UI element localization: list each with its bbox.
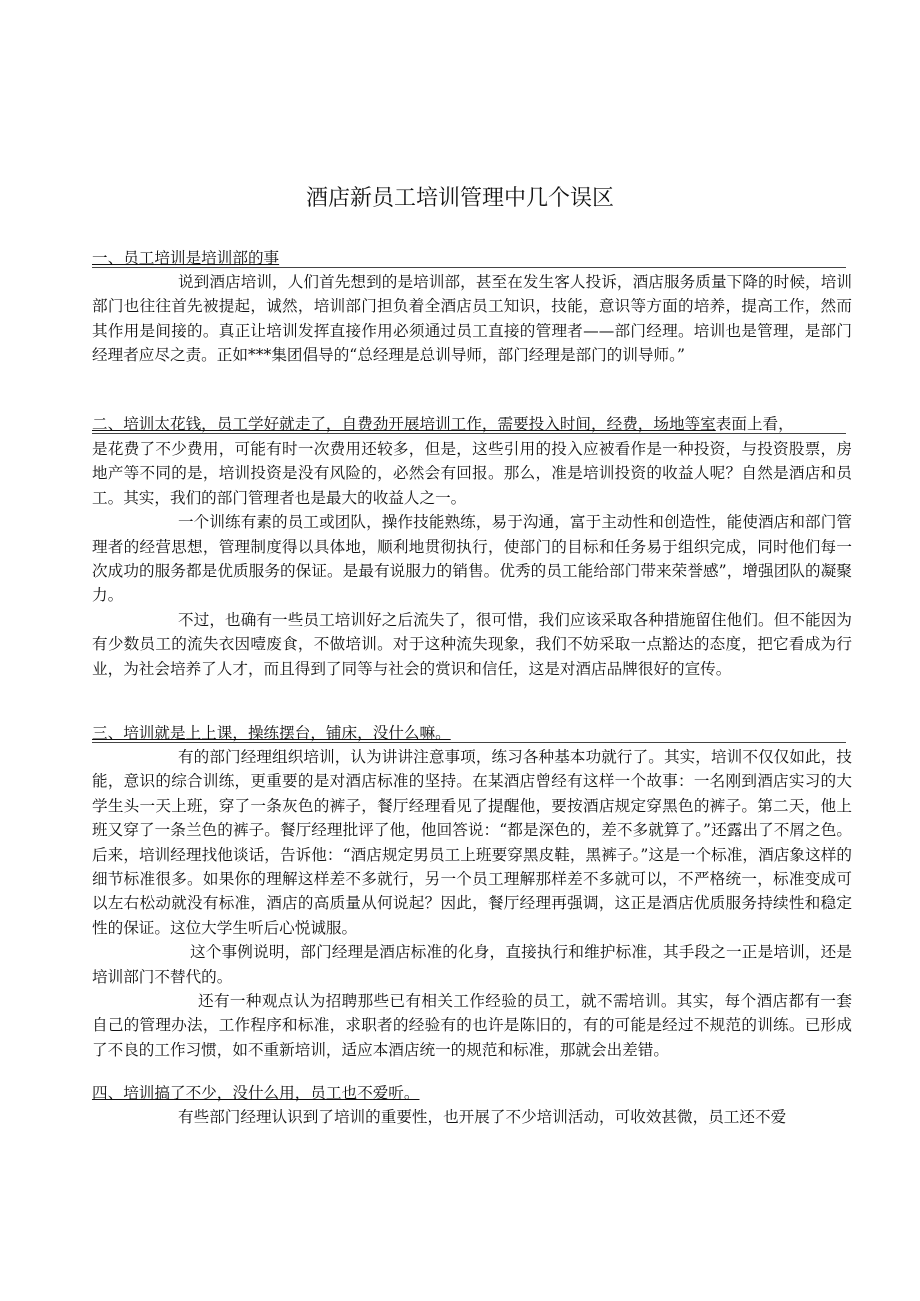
section-rule-3 <box>92 742 846 743</box>
paragraph: 还有一种观点认为招聘那些已有相关工作经验的员工，就不需培训。其实，每个酒店都有一套自己的管理办法，工作程序和标准，求职者的经验有的也许是陈旧的，有的可能是经过不规范的训练。已形成了不良的工作习惯，如不重新培训，适应本酒店统一的规范和标准，那就会出差错。 <box>92 992 852 1059</box>
section-body-3 <box>92 745 852 1062</box>
paragraph: 有些部门经理认识到了培训的重要性，也开展了不少培训活动，可收效甚微，员工还不爱 <box>178 1108 787 1126</box>
section-body-4 <box>92 1105 852 1129</box>
document-title: 酒店新员工培训管理中几个误区 <box>305 186 614 211</box>
section-heading-2-text: 二、培训太花钱，员工学好就走了，自费劲开展培训工作，需要投入时间，经费，场地等室 <box>92 415 716 433</box>
section-heading-2 <box>92 414 852 434</box>
section-body-2 <box>92 437 852 681</box>
section-body-1 <box>92 270 852 368</box>
section-rule-2 <box>92 433 846 434</box>
paragraph: 一个训练有素的员工或团队，操作技能熟练，易于沟通，富于主动性和创造性，能使酒店和部门管理者的经营思想，管理制度得以具体地，顺利地贯彻执行，使部门的目标和任务易于组织完成，同时他们每一次成功的服务都是优质服务的保证。是最有说服力的销售。优秀的员工能给部门带来荣誉感”，增强团队的凝聚力。 <box>92 513 852 605</box>
section-heading-3 <box>92 723 852 743</box>
paragraph: 有的部门经理组织培训，认为讲讲注意事项，练习各种基本功就行了。其实，培训不仅仅如此，技能，意识的综合训练，更重要的是对酒店标准的坚持。在某酒店曾经有这样一个故事：一名刚到酒店实习的大学生头一天上班，穿了一条灰色的裤子，餐厅经理看见了提醒他，要按酒店规定穿黑色的裤子。第二天，他上班又穿了一条兰色的裤子。餐厅经理批评了他，他回答说：“都是深色的，差不多就算了。”还露出了不屑之色。后来，培训经理找他谈话，告诉他：“酒店规定男员工上班要穿黑皮鞋，黑裤子。”这是一个标准，酒店象这样的细节标准很多。如果你的理解这样差不多就行，另一个员工理解那样差不多就可以，不严格统一，标准变成可以左右松动就没有标准，酒店的高质量从何说起？因此，餐厅经理再强调，这正是酒店优质服务持续性和稳定性的保证。这位大学生听后心悦诚服。 <box>92 748 852 937</box>
section-heading-1 <box>92 248 852 268</box>
section-heading-1-text: 一、员工培训是培训部的事 <box>92 249 280 267</box>
section-heading-3-text: 三、培训就是上上课，操练摆台，铺床，没什么嘛。 <box>92 724 451 742</box>
section-heading-2-tail: 表面上看， <box>715 415 794 433</box>
section-heading-4-text: 四、培训搞了不少，没什么用，员工也不爱听。 <box>92 1084 420 1102</box>
paragraph: 说到酒店培训，人们首先想到的是培训部，甚至在发生客人投诉，酒店服务质量下降的时候，培训部门也往往首先被提起，诚然，培训部门担负着全酒店员工知识，技能，意识等方面的培养，提高工作，然而其作用是间接的。真正让培训发挥直接作用必须通过员工直接的管理者——部门经理。培训也是管理，是部门经理者应尽之责。正如***集团倡导的“总经理是总训导师，部门经理是部门的训导师。” <box>92 273 852 365</box>
paragraph: 这个事例说明，部门经理是酒店标准的化身，直接执行和维护标准，其手段之一正是培训，还是培训部门不替代的。 <box>92 943 852 986</box>
paragraph: 不过，也确有一些员工培训好之后流失了，很可惜，我们应该采取各种措施留住他们。但不能因为有少数员工的流失衣因噎废食，不做培训。对于这种流失现象，我们不妨采取一点豁达的态度，把它看成为行业，为社会培养了人才，而且得到了同等与社会的赏识和信任，这是对酒店品牌很好的宣传。 <box>92 610 852 678</box>
section-heading-4 <box>92 1083 852 1103</box>
paragraph: 是花费了不少费用，可能有时一次费用还较多，但是，这些引用的投入应被看作是一种投资，与投资股票，房地产等不同的是，培训投资是没有风险的，必然会有回报。那么，准是培训投资的收益人呢？自然是酒店和员工。其实，我们的部门管理者也是最大的收益人之一。 <box>92 440 852 507</box>
section-rule-1 <box>92 267 846 268</box>
